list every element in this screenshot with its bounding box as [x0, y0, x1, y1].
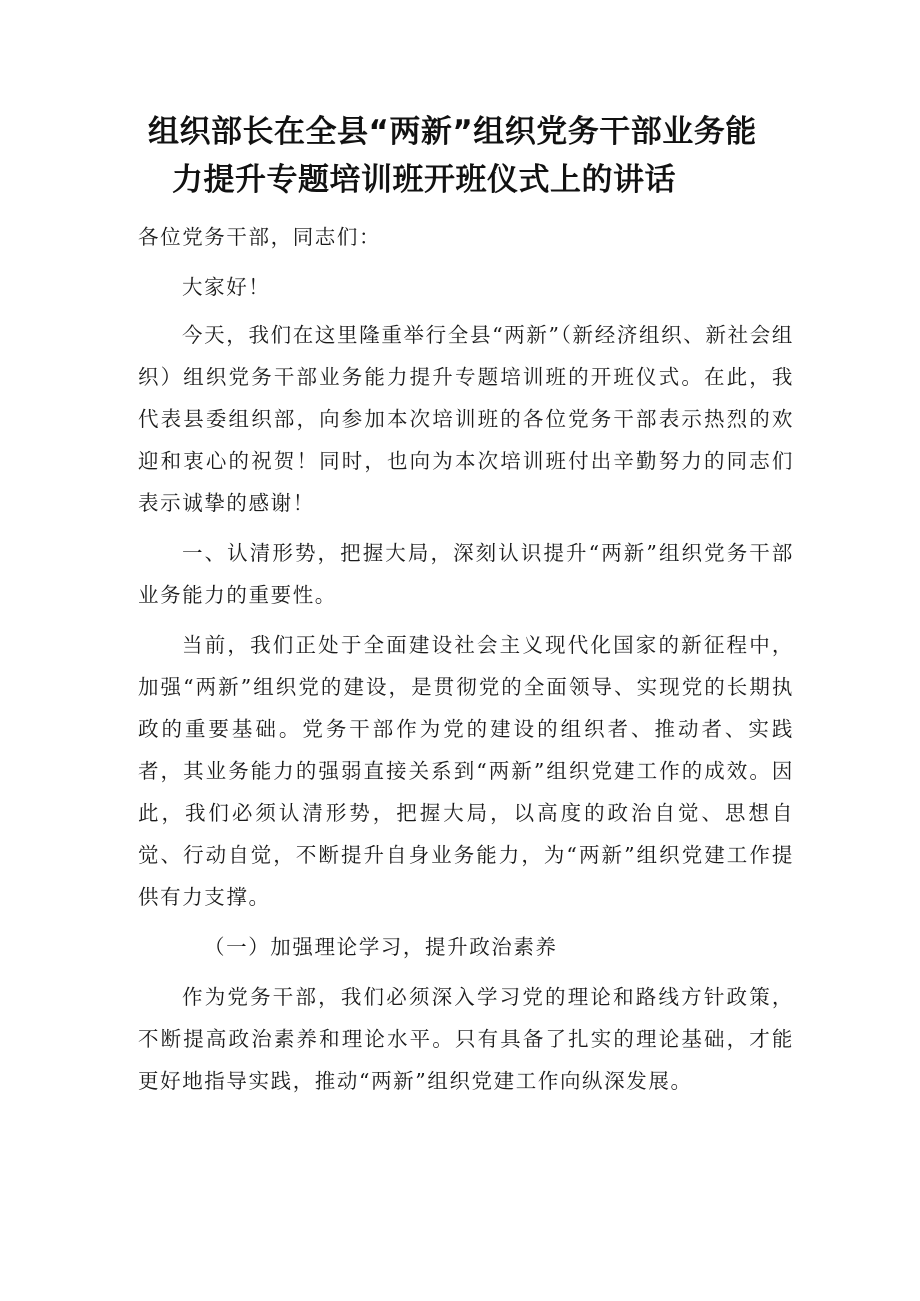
paragraph-situation: 当前，我们正处于全面建设社会主义现代化国家的新征程中，加强“两新”组织党的建设，是贯彻党的全面领导、实现党的长期执政的重要基础。党务干部作为党的建设的组织者、推动者、实践者，其业务能力的强弱直接关系到“两新”组织党建工作的成效。因此，我们必须认清形势，把握大局，以高度的政治自觉、思想自觉、行动自觉，不断提升自身业务能力，为“两新”组织党建工作提供有力支撑。 [138, 633, 794, 909]
section-heading-1: 一、认清形势，把握大局，深刻认识提升“两新”组织党务干部业务能力的重要性。 [138, 541, 794, 607]
subsection-heading-1: （一）加强理论学习，提升政治素养 [204, 935, 558, 959]
greeting: 大家好！ [182, 275, 271, 299]
title-line-2: 力提升专题培训班开班仪式上的讲话 [172, 162, 676, 198]
document-body [138, 216, 794, 1110]
paragraph-opening: 今天，我们在这里隆重举行全县“两新”（新经济组织、新社会组织）组织党务干部业务能力提升专题培训班的开班仪式。在此，我代表县委组织部，向参加本次培训班的各位党务干部表示热烈的欢迎和衷心的祝贺！同时，也向为本次培训班付出辛勤努力的同志们表示诚挚的感谢！ [138, 323, 794, 515]
salutation: 各位党务干部，同志们： [138, 225, 382, 249]
paragraph-theory-study: 作为党务干部，我们必须深入学习党的理论和路线方针政策，不断提高政治素养和理论水平。只有具备了扎实的理论基础，才能更好地指导实践，推动“两新”组织党建工作向纵深发展。 [138, 985, 794, 1093]
document-title [148, 108, 788, 204]
title-line-1: 组织部长在全县“两新”组织党务干部业务能 [148, 114, 757, 150]
